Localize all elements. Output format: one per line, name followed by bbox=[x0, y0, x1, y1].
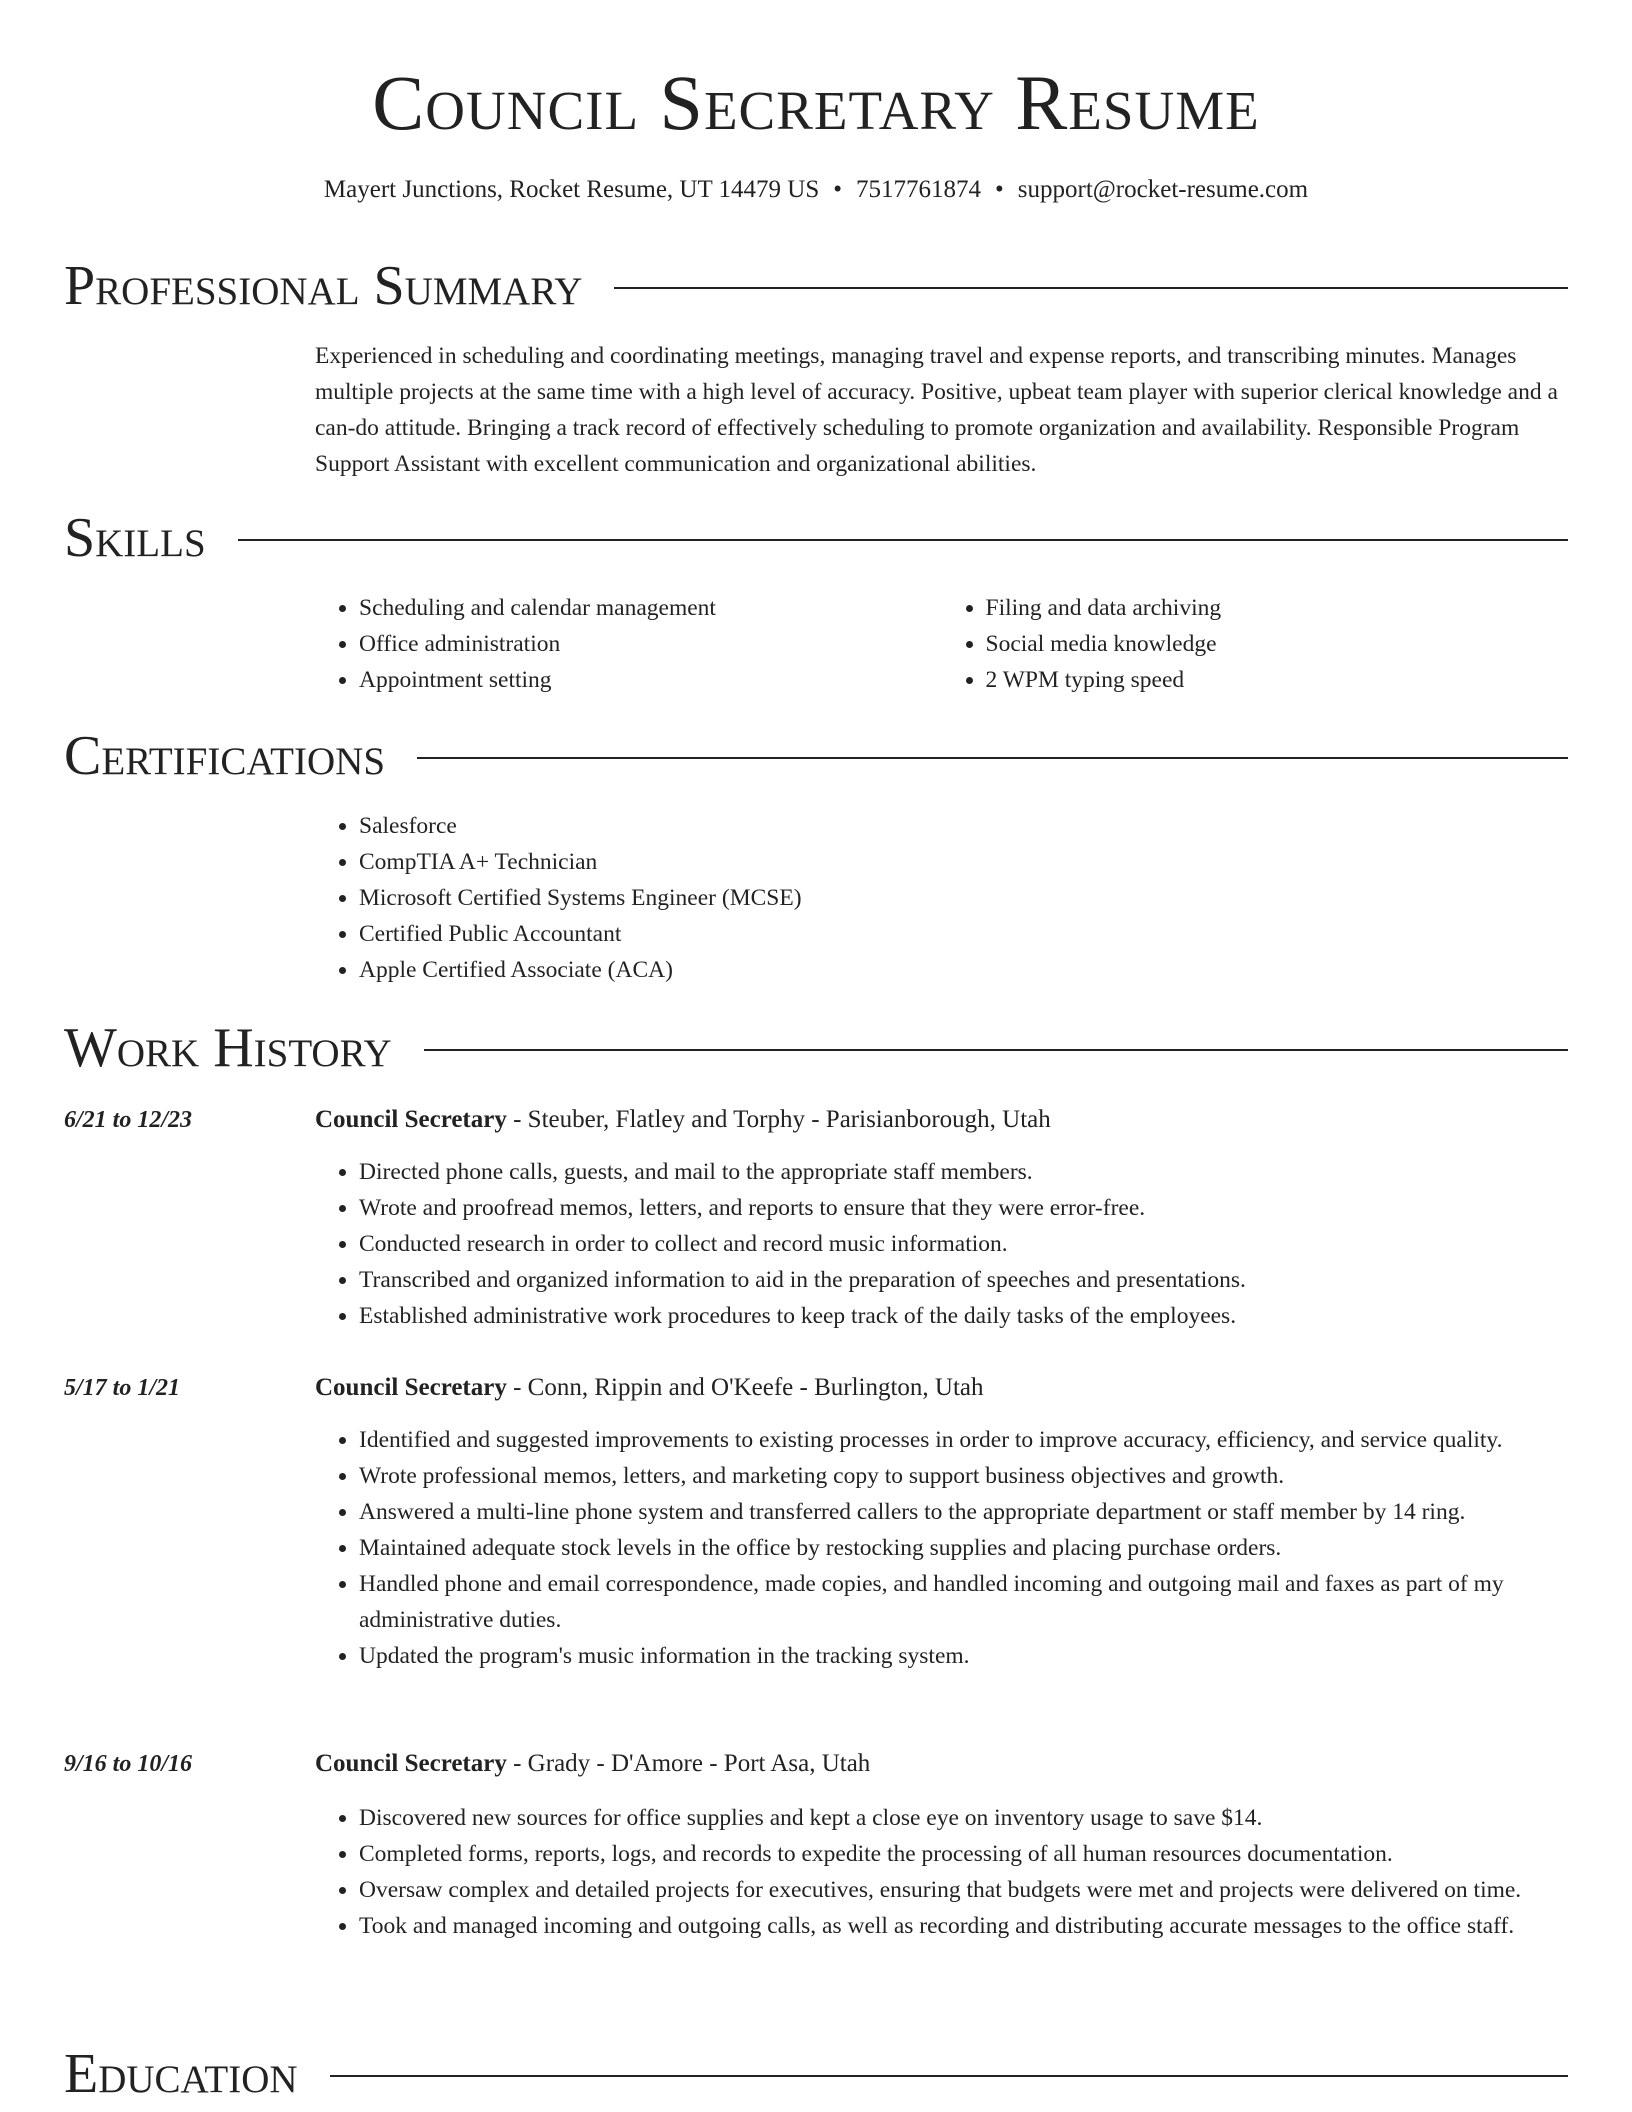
summary-text: Experienced in scheduling and coordinating meetings, managing travel and expense reports, and transcribing minutes. Manages multiple projects at the same time with a high level of accuracy. Positive, upbeat team player with superior clerical knowledge and a can-do attitude. Bringing a track record of effectively scheduling to promote organization and availability. Responsible Program Support Assistant with excellent communication and organizational abilities. bbox=[315, 343, 1558, 477]
contact-address: Mayert Junctions, Rocket Resume, UT 14479 US bbox=[323, 176, 820, 203]
section-title: Professional Summary bbox=[64, 255, 583, 317]
section-divider bbox=[614, 287, 1568, 289]
job-bullet: • Handled phone and email correspondence, made copies, and handled incoming and outgoing mail and faxes as part of my administrative duties. bbox=[359, 1566, 1568, 1638]
skill-item: • Social media knowledge bbox=[986, 626, 1569, 662]
contact-line bbox=[0, 174, 1632, 206]
skill-item: • Filing and data archiving bbox=[986, 590, 1569, 626]
skill-item: • 2 WPM typing speed bbox=[986, 662, 1569, 698]
section-heading-skills bbox=[64, 506, 1568, 570]
section-divider bbox=[238, 539, 1568, 541]
job-bullet: • Established administrative work procedures to keep track of the daily tasks of the employees. bbox=[359, 1298, 1568, 1334]
skills-column-left bbox=[315, 590, 942, 698]
contact-email[interactable]: support@rocket-resume.com bbox=[1017, 176, 1309, 203]
job-employer: - Steuber, Flatley and Torphy - Parisianborough, Utah bbox=[506, 1106, 1051, 1133]
job-bullet: • Answered a multi-line phone system and transferred callers to the appropriate department or staff member by 14 ring. bbox=[359, 1494, 1568, 1530]
section-divider bbox=[417, 757, 1568, 759]
job-heading bbox=[315, 1370, 1568, 1406]
contact-separator: • bbox=[833, 176, 843, 203]
job-employer: - Conn, Rippin and O'Keefe - Burlington, Utah bbox=[506, 1374, 984, 1401]
job-bullet: • Conducted research in order to collect and record music information. bbox=[359, 1226, 1568, 1262]
section-title: Skills bbox=[64, 507, 206, 569]
job-role: Council Secretary bbox=[315, 1750, 507, 1777]
skills-list bbox=[315, 590, 1568, 698]
job-dates: 9/16 to 10/16 bbox=[64, 1751, 193, 1777]
section-heading-summary bbox=[64, 254, 1568, 318]
section-title: Certifications bbox=[64, 725, 386, 787]
job-bullet: • Wrote and proofread memos, letters, and reports to ensure that they were error-free. bbox=[359, 1190, 1568, 1226]
certification-item: • Salesforce bbox=[359, 808, 1568, 844]
section-heading-education bbox=[64, 2042, 1568, 2106]
contact-phone: 7517761874 bbox=[856, 176, 982, 203]
job-bullet: • Maintained adequate stock levels in the office by restocking supplies and placing purchase orders. bbox=[359, 1530, 1568, 1566]
job-bullets bbox=[315, 1800, 1568, 1944]
job-role: Council Secretary bbox=[315, 1106, 507, 1133]
job-bullet: • Updated the program's music information in the tracking system. bbox=[359, 1638, 1568, 1674]
job-dates: 5/17 to 1/21 bbox=[64, 1375, 181, 1401]
section-divider bbox=[424, 1049, 1568, 1051]
certification-item: • CompTIA A+ Technician bbox=[359, 844, 1568, 880]
certification-item: • Microsoft Certified Systems Engineer (MCSE) bbox=[359, 880, 1568, 916]
skill-item: • Appointment setting bbox=[359, 662, 942, 698]
job-bullet: • Transcribed and organized information to aid in the preparation of speeches and presentations. bbox=[359, 1262, 1568, 1298]
job-heading bbox=[315, 1746, 1568, 1782]
job-bullet: • Wrote professional memos, letters, and marketing copy to support business objectives and growth. bbox=[359, 1458, 1568, 1494]
job-bullet: • Oversaw complex and detailed projects for executives, ensuring that budgets were met and projects were delivered on time. bbox=[359, 1872, 1568, 1908]
job-role: Council Secretary bbox=[315, 1374, 507, 1401]
job-bullet: • Directed phone calls, guests, and mail to the appropriate staff members. bbox=[359, 1154, 1568, 1190]
skill-item: • Office administration bbox=[359, 626, 942, 662]
job-bullet: • Identified and suggested improvements to existing processes in order to improve accuracy, efficiency, and service quality. bbox=[359, 1422, 1568, 1458]
job-bullets bbox=[315, 1422, 1568, 1674]
skill-item: • Scheduling and calendar management bbox=[359, 590, 942, 626]
job-dates: 6/21 to 12/23 bbox=[64, 1107, 193, 1133]
job-bullet: • Took and managed incoming and outgoing calls, as well as recording and distributing accurate messages to the office staff. bbox=[359, 1908, 1568, 1944]
section-divider bbox=[330, 2075, 1568, 2077]
skills-column-right bbox=[942, 590, 1569, 698]
job-bullet: • Discovered new sources for office supplies and kept a close eye on inventory usage to save $14. bbox=[359, 1800, 1568, 1836]
job-employer: - Grady - D'Amore - Port Asa, Utah bbox=[506, 1750, 871, 1777]
section-title: Work History bbox=[64, 1017, 392, 1079]
job-heading bbox=[315, 1102, 1568, 1138]
contact-separator: • bbox=[995, 176, 1004, 203]
job-bullets bbox=[315, 1154, 1568, 1334]
certifications-list bbox=[315, 808, 1568, 988]
job-bullet: • Completed forms, reports, logs, and records to expedite the processing of all human resources documentation. bbox=[359, 1836, 1568, 1872]
section-heading-work-history bbox=[64, 1016, 1568, 1080]
certification-item: • Certified Public Accountant bbox=[359, 916, 1568, 952]
certification-item: • Apple Certified Associate (ACA) bbox=[359, 952, 1568, 988]
section-heading-certifications bbox=[64, 724, 1568, 788]
resume-title: Council Secretary Resume bbox=[372, 59, 1260, 146]
section-title: Education bbox=[64, 2043, 298, 2105]
